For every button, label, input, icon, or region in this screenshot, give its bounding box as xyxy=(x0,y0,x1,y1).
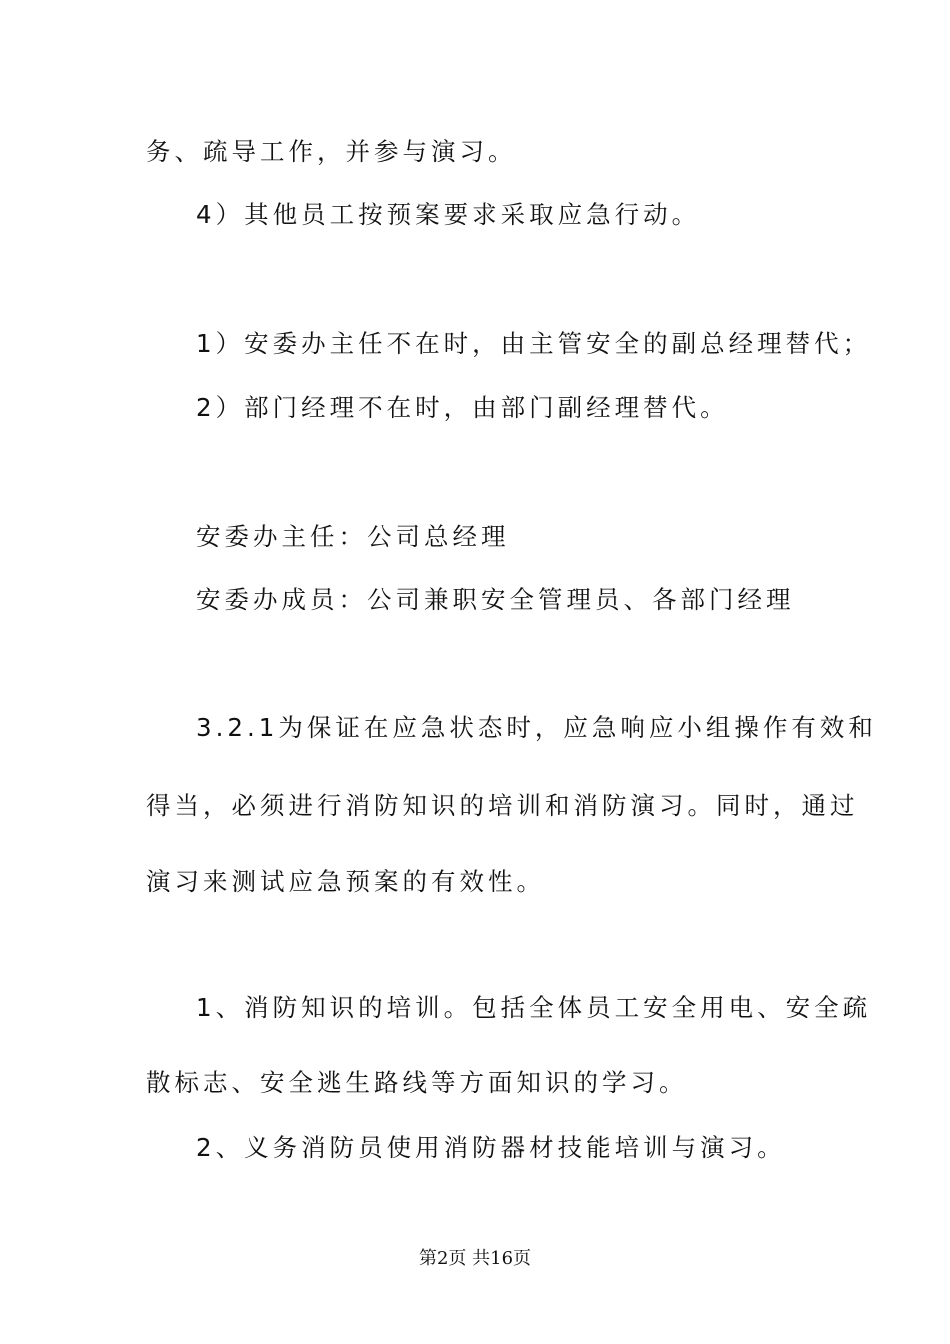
text-line: 演习来测试应急预案的有效性。 xyxy=(146,867,545,896)
text-line: 4）其他员工按预案要求采取应急行动。 xyxy=(196,200,701,229)
text-line: 2）部门经理不在时，由部门副经理替代。 xyxy=(196,393,729,422)
text-line: 安委办主任：公司总经理 xyxy=(196,522,510,551)
text-line: 散标志、安全逃生路线等方面知识的学习。 xyxy=(146,1068,688,1097)
text-line: 3.2.1为保证在应急状态时，应急响应小组操作有效和 xyxy=(196,713,877,742)
page-number-footer: 第2页 共16页 xyxy=(418,1248,532,1269)
text-line: 2、义务消防员使用消防器材技能培训与演习。 xyxy=(196,1133,786,1162)
text-line: 1）安委办主任不在时，由主管安全的副总经理替代； xyxy=(196,329,872,358)
text-line: 安委办成员：公司兼职安全管理员、各部门经理 xyxy=(196,585,795,614)
text-line: 得当，必须进行消防知识的培训和消防演习。同时，通过 xyxy=(146,791,859,820)
text-line: 务、疏导工作，并参与演习。 xyxy=(146,137,517,166)
text-line: 1、消防知识的培训。包括全体员工安全用电、安全疏 xyxy=(196,993,872,1022)
